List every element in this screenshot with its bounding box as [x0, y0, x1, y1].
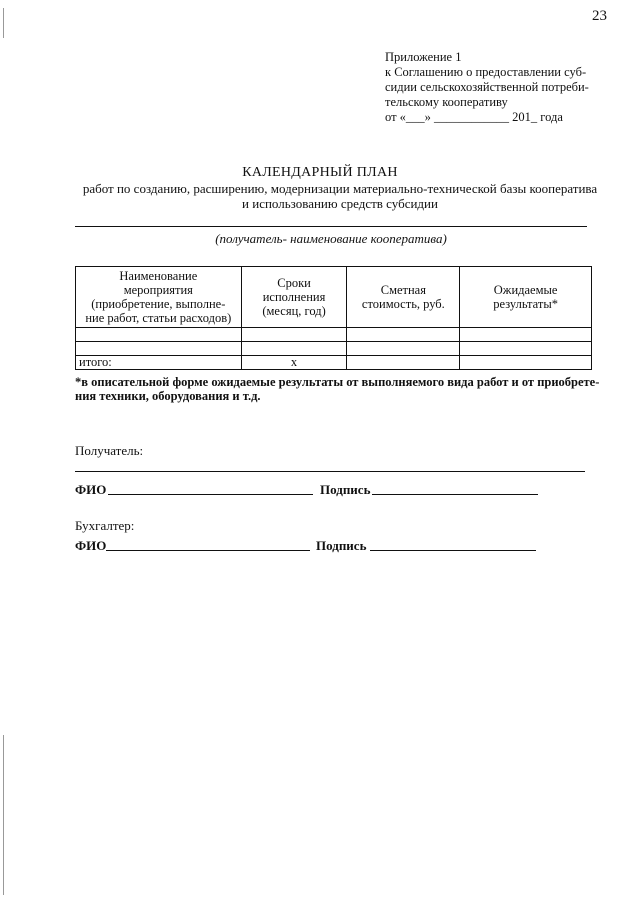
header-line: Сметная: [380, 283, 426, 297]
plan-table: [75, 266, 592, 370]
fio-label: ФИО: [75, 538, 107, 553]
table-cell[interactable]: [460, 328, 592, 342]
table-cell[interactable]: [76, 328, 242, 342]
table-header-row: [76, 267, 592, 328]
appendix-line: от «___» ____________ 201_ года: [385, 110, 563, 124]
appendix-line: тельскому кооперативу: [385, 95, 508, 109]
table-cell[interactable]: [241, 342, 347, 356]
table-cell[interactable]: [347, 342, 460, 356]
table-cell[interactable]: [241, 328, 347, 342]
header-line: (месяц, год): [262, 304, 326, 318]
header-line: Ожидаемые: [493, 283, 558, 297]
document-subtitle: [70, 181, 610, 211]
header-term: [241, 267, 347, 328]
recipient-label: Получатель:: [75, 443, 144, 458]
accountant-label: Бухгалтер:: [75, 518, 135, 533]
accountant-signature-line[interactable]: [370, 550, 536, 551]
total-label: итого:: [76, 356, 242, 370]
recipient-fio-line[interactable]: [108, 494, 313, 495]
header-line: Наименование: [119, 269, 198, 283]
scan-edge-mark: [3, 8, 4, 38]
table-total-row: [76, 356, 592, 370]
table-cell[interactable]: [460, 342, 592, 356]
table-cell[interactable]: [76, 342, 242, 356]
fio-label: ФИО: [75, 482, 107, 497]
signature-label: Подпись: [320, 482, 371, 497]
header-activity: [76, 267, 242, 328]
table-row: [76, 328, 592, 342]
appendix-line: к Соглашению о предоставлении суб-: [385, 65, 587, 79]
document-title: КАЛЕНДАРНЫЙ ПЛАН: [242, 165, 398, 180]
recipient-name-line[interactable]: [75, 471, 585, 472]
header-line: исполнения: [262, 290, 326, 304]
appendix-block: [385, 50, 595, 125]
recipient-signature-line[interactable]: [372, 494, 538, 495]
total-cost-cell[interactable]: [347, 356, 460, 370]
page-number: 23: [592, 8, 607, 24]
accountant-fio-line[interactable]: [106, 550, 310, 551]
subtitle-line: работ по созданию, расширению, модернизации материально-технической базы кооператива: [82, 181, 598, 196]
table-row: [76, 342, 592, 356]
header-line: ние работ, статьи расходов): [85, 311, 232, 325]
header-results: [460, 267, 592, 328]
total-term-mark: x: [241, 356, 347, 370]
appendix-line: Приложение 1: [385, 50, 462, 64]
total-results-cell[interactable]: [460, 356, 592, 370]
scan-edge-mark: [3, 735, 4, 895]
header-line: (приобретение, выполне-: [91, 297, 226, 311]
header-line: результаты*: [493, 297, 558, 311]
header-line: мероприятия: [123, 283, 193, 297]
recipient-fill-line[interactable]: [75, 226, 587, 227]
header-cost: [347, 267, 460, 328]
recipient-caption: (получатель- наименование кооператива): [215, 231, 447, 246]
subtitle-line: и использованию средств субсидии: [242, 196, 438, 211]
appendix-line: сидии сельскохозяйственной потреби-: [385, 80, 589, 94]
header-line: стоимость, руб.: [361, 297, 445, 311]
table-cell[interactable]: [347, 328, 460, 342]
signature-label: Подпись: [316, 538, 367, 553]
header-line: Сроки: [277, 276, 311, 290]
footnote: *в описательной форме ожидаемые результаты от выполняемого вида работ и от приобрете-ния техники, оборудования и т.д.: [75, 375, 600, 403]
